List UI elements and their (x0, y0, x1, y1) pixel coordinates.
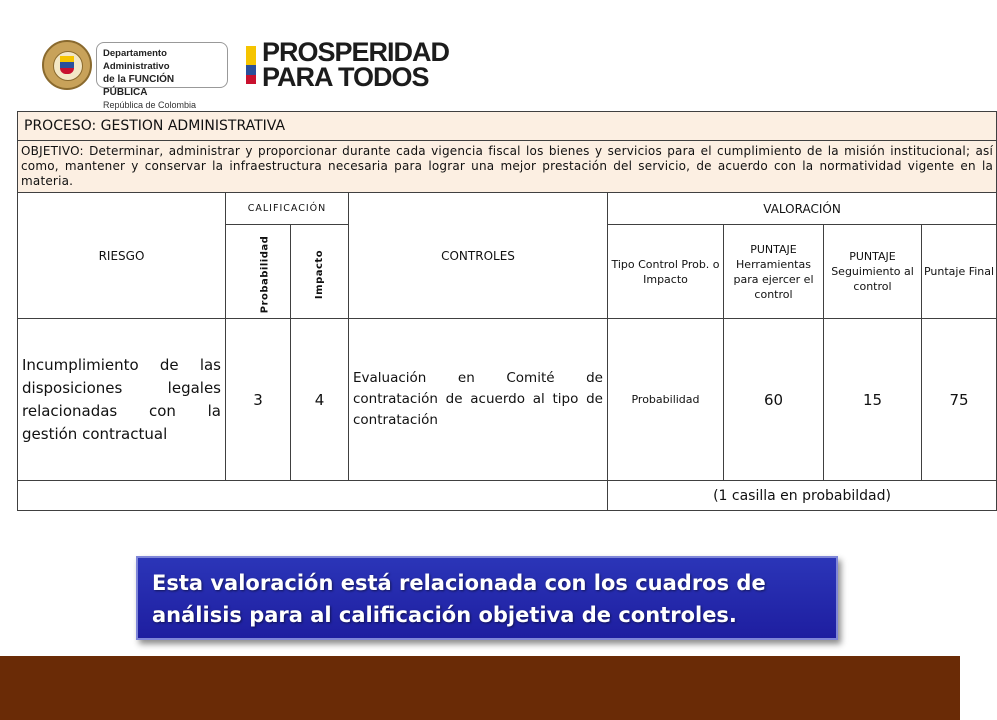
ministry-line-3: República de Colombia (103, 100, 197, 110)
header-row-1 (18, 193, 997, 225)
header-riesgo: RIESGO (18, 193, 226, 319)
cell-herramientas: 60 (724, 319, 824, 481)
callout-text: Esta valoración está relacionada con los cuadros de análisis para al calificación objetiva de controles. (152, 571, 766, 627)
header-calificacion: CALIFICACIÓN (226, 193, 349, 225)
footer-bar (0, 656, 960, 720)
coat-of-arms-icon (42, 40, 92, 90)
ministry-line-1: Departamento Administrativo (103, 48, 170, 72)
objective-row (18, 141, 997, 193)
process-row (18, 112, 997, 141)
brand-line-2: PARA TODOS (262, 62, 429, 92)
cell-seguimiento: 15 (824, 319, 922, 481)
header-valoracion: VALORACIÓN (608, 193, 997, 225)
cell-final: 75 (922, 319, 997, 481)
header-puntaje-herramientas: PUNTAJE Herramientas para ejercer el control (724, 225, 824, 319)
cell-tipo: Probabilidad (608, 319, 724, 481)
cell-probabilidad: 3 (226, 319, 291, 481)
callout-box (136, 556, 838, 640)
header-tipo-control: Tipo Control Prob. o Impacto (608, 225, 724, 319)
cell-impacto: 4 (291, 319, 349, 481)
risk-table (17, 111, 997, 511)
ministry-line-2: de la FUNCIÓN PÚBLICA (103, 74, 175, 98)
cell-control: Evaluación en Comité de contratación de acuerdo al tipo de contratación (349, 319, 608, 481)
table-row (18, 319, 997, 481)
header-puntaje-final: Puntaje Final (922, 225, 997, 319)
footnote-row (18, 481, 997, 511)
colombia-flag-icon (246, 46, 256, 84)
header-controles: CONTROLES (349, 193, 608, 319)
funcion-publica-logo (96, 42, 228, 110)
brand-line-1: PROSPERIDAD (262, 37, 450, 67)
footnote-empty-cell (18, 481, 608, 511)
prosperidad-logo (262, 37, 450, 92)
cell-riesgo: Incumplimiento de las disposiciones legales relacionadas con la gestión contractual (18, 319, 226, 481)
objective-text: OBJETIVO: Determinar, administrar y proporcionar durante cada vigencia fiscal los bienes y servicios para el cumplimiento de la misión institucional; así como, mantener y conservar la infraestructura necesaria para lograr una mejor prestación del servicio, de acuerdo con la normatividad vigente en la materia. (18, 141, 997, 193)
header-probabilidad: Probabilidad (259, 235, 271, 314)
header-impacto: Impacto (314, 249, 325, 300)
header-puntaje-seguimiento: PUNTAJE Seguimiento al control (824, 225, 922, 319)
process-title: PROCESO: GESTION ADMINISTRATIVA (18, 112, 997, 141)
footnote-text: (1 casilla en probabildad) (608, 481, 997, 511)
